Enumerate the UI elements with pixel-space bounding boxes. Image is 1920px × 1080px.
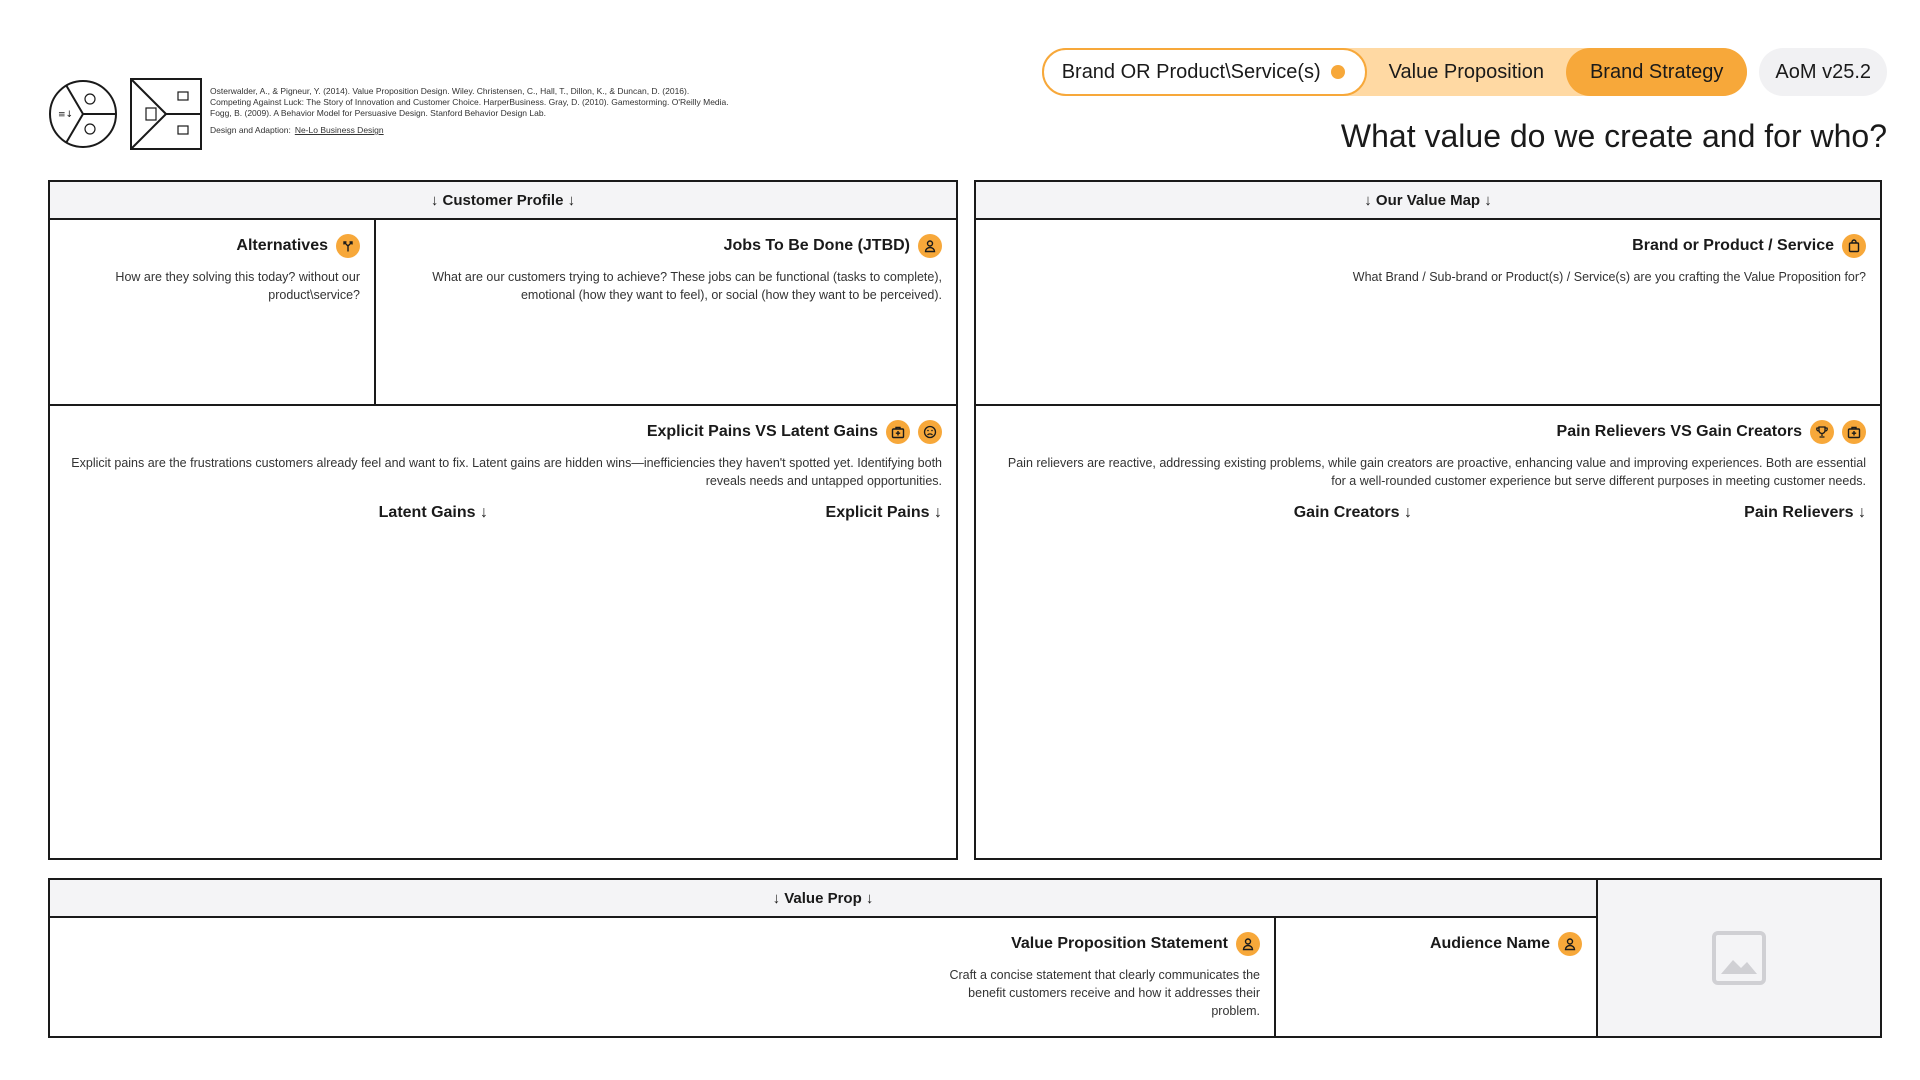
profile-top-divider xyxy=(374,220,376,404)
shopping-bag-icon xyxy=(1842,234,1866,258)
adaptation-link[interactable]: Ne-Lo Business Design xyxy=(294,125,384,135)
medical-kit-icon xyxy=(886,420,910,444)
relievers-cell[interactable] xyxy=(976,406,1880,858)
statement-title: Value Proposition Statement xyxy=(1011,935,1228,952)
person-icon xyxy=(1236,932,1260,956)
breadcrumb xyxy=(1042,48,1748,96)
statement-title-row xyxy=(64,932,1260,956)
brand-cell[interactable] xyxy=(976,220,1880,404)
jobs-title: Jobs To Be Done (JTBD) xyxy=(723,237,910,254)
value-map-panel xyxy=(974,180,1882,860)
pains-gains-description: Explicit pains are the frustrations customers already feel and want to fix. Latent gains are hidden wins—inefficiencies they haven't spotted yet. Identifying both reveals needs and untapped opportunities. xyxy=(71,456,942,488)
alternatives-title-row xyxy=(64,234,360,258)
trophy-icon xyxy=(1810,420,1834,444)
logo-group xyxy=(48,78,202,150)
brand-title: Brand or Product / Service xyxy=(1632,237,1834,254)
pains-gains-title-row xyxy=(64,420,942,444)
tab-bar xyxy=(1042,48,1887,96)
relievers-title-row xyxy=(990,420,1866,444)
value-map-heading: ↓ Our Value Map ↓ xyxy=(976,182,1880,220)
statement-cell[interactable] xyxy=(50,918,1274,1036)
pain-relievers-label: Pain Relievers ↓ xyxy=(1744,504,1866,521)
jobs-cell[interactable] xyxy=(376,220,956,404)
latent-gains-label: Latent Gains ↓ xyxy=(378,504,488,521)
alternatives-description: How are they solving this today? without our product\service? xyxy=(115,270,360,302)
audience-cell[interactable] xyxy=(1276,918,1596,1036)
credits-references: Osterwalder, A., & Pigneur, Y. (2014). Value Proposition Design. Wiley. Christensen, C., Hall, T., Dillon, K., & Duncan, D. (2016). Competing Against Luck: The Story of Innovation and Customer Choice. HarperBusiness. Gray, D. (2010). Gamestorming. O'Reilly Media. Fogg, B. (2009). A Behavior Model for Persuasive Design. Stanford Behavior Design Lab. xyxy=(210,86,729,118)
credits-adaptation xyxy=(210,125,730,136)
brand-title-row xyxy=(990,234,1866,258)
crumb-product[interactable] xyxy=(1042,48,1367,96)
credits xyxy=(210,86,730,136)
crumb-brand-strategy[interactable]: Brand Strategy xyxy=(1566,48,1747,96)
pains-gains-title: Explicit Pains VS Latent Gains xyxy=(646,423,878,440)
value-prop-heading: ↓ Value Prop ↓ xyxy=(50,880,1596,918)
explicit-pains-label: Explicit Pains ↓ xyxy=(825,504,942,521)
statement-description: Craft a concise statement that clearly communicates the benefit customers receive and how it addresses their problem. xyxy=(949,968,1260,1018)
svg-text:≡↓: ≡↓ xyxy=(58,110,74,120)
person-icon xyxy=(1558,932,1582,956)
medical-kit-icon xyxy=(1842,420,1866,444)
audience-title: Audience Name xyxy=(1429,935,1550,952)
alternatives-cell[interactable] xyxy=(50,220,374,404)
circle-logo-icon xyxy=(48,79,118,149)
audience-title-row xyxy=(1290,932,1582,956)
version-tab[interactable]: AoM v25.2 xyxy=(1759,48,1887,96)
page-title: What value do we create and for who? xyxy=(1340,118,1887,154)
fork-arrows-icon xyxy=(336,234,360,258)
value-prop-divider xyxy=(1274,918,1276,1036)
jobs-title-row xyxy=(390,234,942,258)
crumb-product-label: Brand OR Product\Service(s) xyxy=(1061,60,1321,83)
active-dot-icon xyxy=(1331,65,1345,79)
customer-profile-panel xyxy=(48,180,958,860)
customer-profile-heading: ↓ Customer Profile ↓ xyxy=(50,182,956,220)
person-icon xyxy=(918,234,942,258)
value-prop-panel xyxy=(48,878,1882,1038)
gain-creators-label: Gain Creators ↓ xyxy=(1293,504,1412,521)
frown-face-icon xyxy=(918,420,942,444)
crumb-value-proposition[interactable]: Value Proposition xyxy=(1367,48,1566,96)
adaptation-label: Design and Adaption: xyxy=(210,125,291,135)
pains-gains-cell[interactable] xyxy=(50,406,956,858)
brand-description: What Brand / Sub-brand or Product(s) / Service(s) are you crafting the Value Proposition for? xyxy=(1352,270,1866,284)
value-prop-body xyxy=(50,880,1596,1036)
image-placeholder-icon xyxy=(1711,930,1767,986)
alternatives-title: Alternatives xyxy=(236,237,328,254)
relievers-description: Pain relievers are reactive, addressing existing problems, while gain creators are proactive, enhancing value and improving experiences. Both are essential for a well-rounded customer experience but serve different purposes in meeting customer needs. xyxy=(1007,456,1866,488)
relievers-title: Pain Relievers VS Gain Creators xyxy=(1556,423,1802,440)
image-placeholder[interactable] xyxy=(1596,880,1880,1036)
jobs-description: What are our customers trying to achieve? These jobs can be functional (tasks to complete), emotional (how they want to feel), or social (how they want to be perceived). xyxy=(432,270,942,302)
square-logo-icon xyxy=(130,78,202,150)
